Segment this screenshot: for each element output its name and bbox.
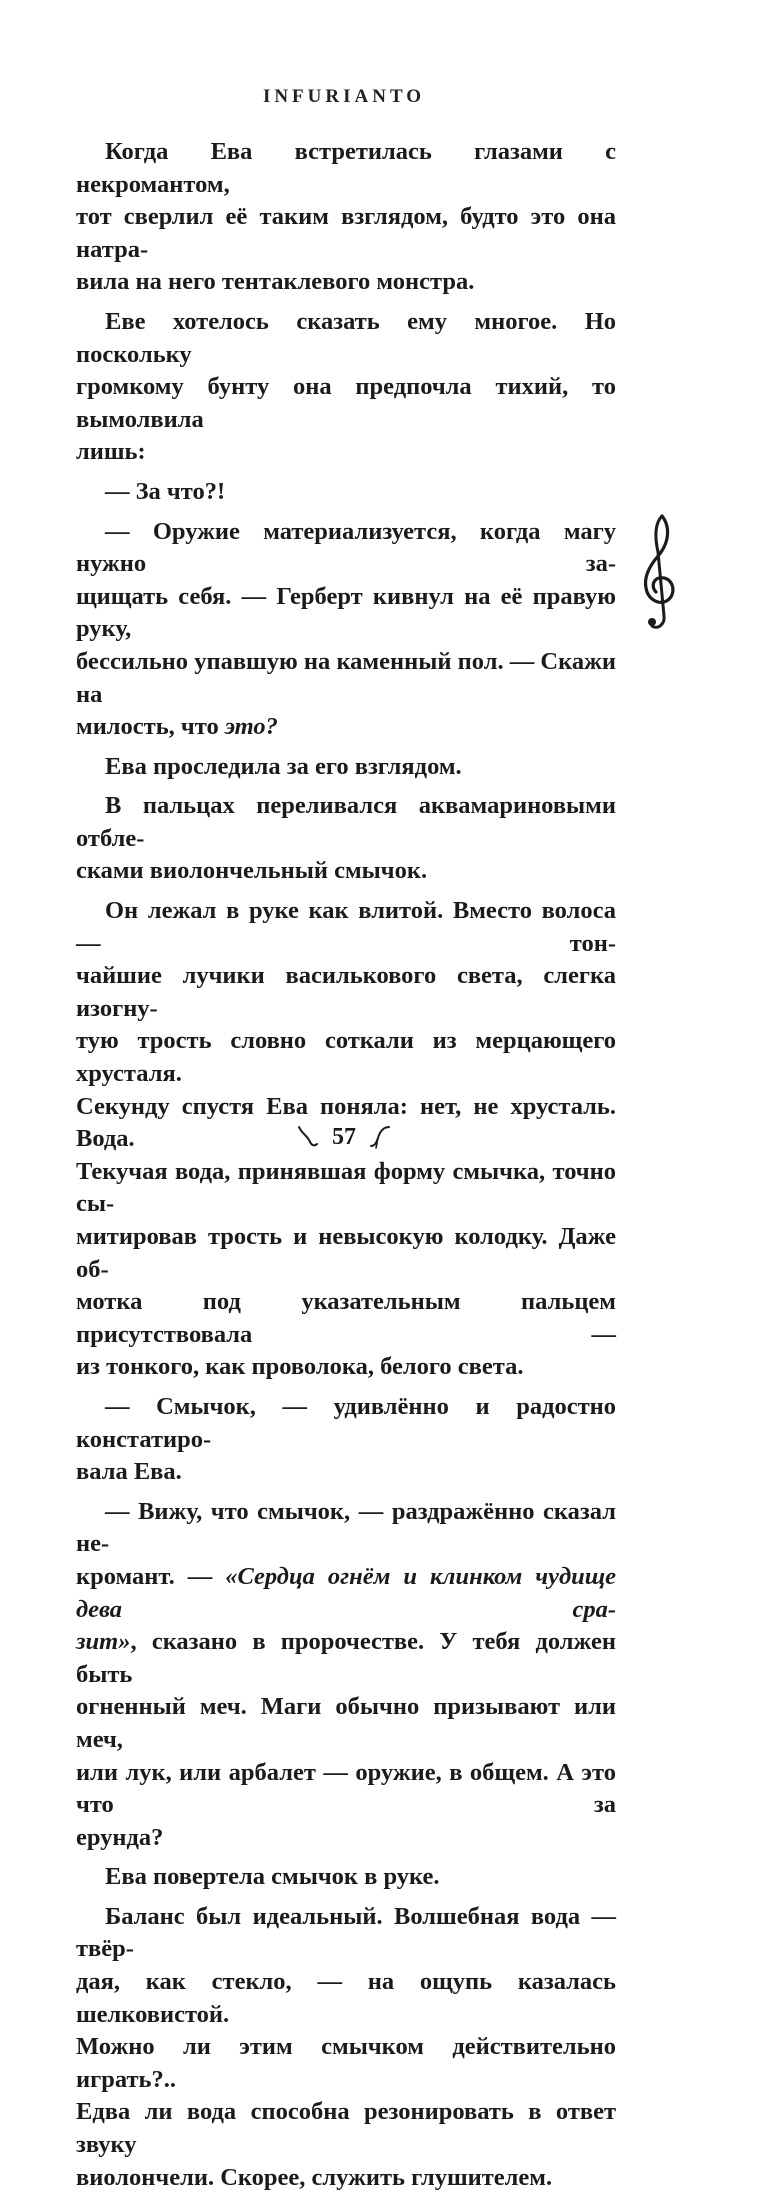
text-line: громкому бунту она предпочла тихий, то вымолвила <box>76 373 616 433</box>
text-line: Секунду спустя Ева поняла: нет, не хрусталь. Вода. <box>76 1092 616 1153</box>
text-run: милость, что <box>76 713 225 741</box>
paragraph <box>76 136 616 299</box>
text-line: — Оружие материализуется, когда магу нужно за- <box>76 517 616 578</box>
paragraph <box>76 1901 616 2194</box>
text-line: вала Ева. <box>76 1458 182 1486</box>
page-footer <box>0 1122 688 1152</box>
text-line: чайшие лучики василькового света, слегка изогну- <box>76 962 616 1022</box>
text-line: Ева повертела смычок в руке. <box>105 1863 440 1891</box>
text-line: или лук, или арбалет — оружие, в общем. А это что за <box>76 1758 616 1819</box>
text-line <box>76 1561 616 1626</box>
italic-run: это? <box>224 713 278 741</box>
paragraph <box>76 1391 616 1489</box>
text-line: тую трость словно соткали из мерцающего хрусталя. <box>76 1027 616 1088</box>
text-line: из тонкого, как проволока, белого света. <box>76 1353 524 1381</box>
paragraph <box>76 1496 616 1855</box>
text-line: щищать себя. — Герберт кивнул на её правую руку, <box>76 582 616 643</box>
treble-clef-icon <box>640 512 680 632</box>
text-line: митировав трость и невысокую колодку. Даже об- <box>76 1223 616 1283</box>
text-line: виолончели. Скорее, служить глушителем. <box>76 2163 553 2191</box>
text-line: Текучая вода, принявшая форму смычка, точно сы- <box>76 1157 616 1218</box>
text-line: Еве хотелось сказать ему многое. Но поскольку <box>76 307 616 368</box>
paragraph <box>76 306 616 469</box>
page-number: 57 <box>332 1123 356 1150</box>
text-line: сками виолончельный смычок. <box>76 857 428 885</box>
text-run: , сказано в пророчестве. У тебя должен быть <box>76 1628 616 1688</box>
text-line <box>76 1626 616 1691</box>
text-run: кромант. — <box>76 1562 226 1590</box>
paragraph <box>76 476 616 509</box>
text-line: вила на него тентаклевого монстра. <box>76 268 475 296</box>
text-line: Баланс был идеальный. Волшебная вода — твёр- <box>76 1902 616 1963</box>
text-line: — Вижу, что смычок, — раздражённо сказал не- <box>76 1497 616 1558</box>
page-body <box>76 136 616 2201</box>
text-line: дая, как стекло, — на ощупь казалась шелковистой. <box>76 1968 616 2028</box>
text-line: — За что?! <box>105 477 226 505</box>
text-line: бессильно упавшую на каменный пол. — Скажи на <box>76 647 616 708</box>
text-line: Едва ли вода способна резонировать в ответ звуку <box>76 2098 616 2159</box>
running-title: INFURIANTO <box>262 86 426 107</box>
italic-run: зит» <box>76 1628 131 1656</box>
paragraph <box>76 790 616 888</box>
text-line: Он лежал в руке как влитой. Вместо волоса — тон- <box>76 897 616 957</box>
text-line: — Смычок, — удивлённо и радостно констатиро- <box>76 1392 616 1453</box>
paragraph <box>76 1861 616 1894</box>
text-line: ерунда? <box>76 1823 164 1851</box>
text-line: Ева проследила за его взглядом. <box>105 752 462 780</box>
text-line: В пальцах переливался аквамариновыми отбле- <box>76 792 616 852</box>
italic-run: «Сердца огнём и клинком чудище дева сра- <box>76 1562 617 1623</box>
paragraph <box>76 751 616 784</box>
text-line: мотка под указательным пальцем присутствовала — <box>76 1288 616 1348</box>
text-line: лишь: <box>76 438 146 466</box>
paragraph <box>76 516 616 744</box>
text-line: тот сверлил её таким взглядом, будто это она натра- <box>76 203 616 263</box>
text-line <box>76 711 616 744</box>
text-line: Можно ли этим смычком действительно играть?.. <box>76 2033 616 2093</box>
right-ornament-icon <box>368 1122 392 1152</box>
left-ornament-icon <box>296 1122 320 1152</box>
text-line: Когда Ева встретилась глазами с некромантом, <box>76 138 616 198</box>
text-line: огненный меч. Маги обычно призывают или меч, <box>76 1693 616 1753</box>
